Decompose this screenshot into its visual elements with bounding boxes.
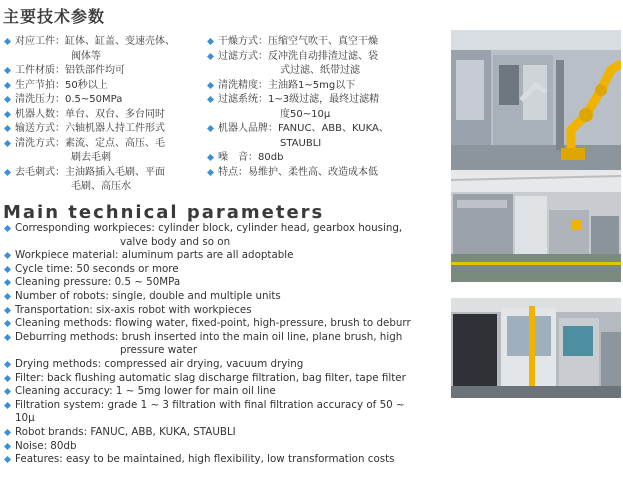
diamond-bullet-icon <box>4 402 11 409</box>
cn-param-item <box>3 79 203 94</box>
diamond-bullet-icon <box>207 125 214 132</box>
factory-line-photo <box>451 170 621 282</box>
en-param-item <box>3 440 423 454</box>
diamond-bullet-icon <box>4 67 11 74</box>
diamond-bullet-icon <box>4 38 11 45</box>
diamond-bullet-icon <box>4 320 11 327</box>
cn-param-item <box>206 35 416 50</box>
en-param-item-continuation: pressure water <box>120 344 198 357</box>
en-param-item <box>3 331 423 358</box>
cn-param-item-text: 对应工件：缸体、缸盖、变速壳体、 <box>15 36 175 47</box>
diamond-bullet-icon <box>207 169 214 176</box>
en-param-item-text: Filtration system: grade 1 ~ 3 filtration with final filtration accuracy of 50 ~ 10μ <box>15 398 405 425</box>
cn-param-item-text: 机器人品牌：FANUC、ABB、KUKA、 <box>218 123 389 134</box>
diamond-bullet-icon <box>4 140 11 147</box>
diamond-bullet-icon <box>4 225 11 232</box>
diamond-bullet-icon <box>4 429 11 436</box>
en-param-item-continuation: valve body and so on <box>120 235 231 248</box>
diamond-bullet-icon <box>4 266 11 273</box>
cn-param-item <box>3 137 203 166</box>
chinese-params-right <box>206 35 416 180</box>
en-param-item <box>3 276 423 290</box>
en-param-item-text: Deburring methods: brush inserted into the main oil line, plane brush, high <box>15 330 403 343</box>
diamond-bullet-icon <box>4 293 11 300</box>
en-param-item-text: Cleaning methods: flowing water, fixed-point, high-pressure, brush to deburr <box>15 317 411 330</box>
cn-param-item-text: 输送方式：六轴机器人持工件形式 <box>15 123 165 134</box>
diamond-bullet-icon <box>4 388 11 395</box>
chinese-params-left <box>3 35 203 195</box>
english-params-list <box>3 222 423 467</box>
en-param-item <box>3 426 423 440</box>
cn-param-item-continuation: STAUBLI <box>280 137 322 149</box>
en-param-item-text: Transportation: six-axis robot with workpieces <box>15 303 252 316</box>
en-param-item-text: Filter: back flushing automatic slag discharge filtration, bag filter, tape filter <box>15 371 406 384</box>
chinese-section-title: 主要技术参数 <box>3 7 106 26</box>
cn-param-item-continuation: 式过滤、纸带过滤 <box>280 65 360 76</box>
en-param-item-text: Cycle time: 50 seconds or more <box>15 262 179 275</box>
en-param-item <box>3 290 423 304</box>
cn-param-item-continuation: 度50~10μ <box>280 108 331 120</box>
cn-param-item <box>206 151 416 166</box>
diamond-bullet-icon <box>4 334 11 341</box>
en-param-item <box>3 385 423 399</box>
cn-param-item-continuation: 毛刷、高压水 <box>71 181 131 192</box>
cn-param-item <box>206 50 416 79</box>
cn-param-item-text: 噪 音：80db <box>218 152 284 163</box>
en-param-item-text: Number of robots: single, double and multiple units <box>15 289 281 302</box>
en-param-item <box>3 358 423 372</box>
en-param-item <box>3 304 423 318</box>
cn-param-item <box>3 35 203 64</box>
cn-param-item-continuation: 阀体等 <box>71 50 101 62</box>
en-param-item <box>3 249 423 263</box>
diamond-bullet-icon <box>4 443 11 450</box>
en-param-item <box>3 453 423 467</box>
cn-param-item-continuation: 刷去毛刺 <box>71 152 111 163</box>
en-param-item-text: Cleaning pressure: 0.5 ~ 50MPa <box>15 276 181 289</box>
diamond-bullet-icon <box>207 53 214 60</box>
en-param-item <box>3 222 423 249</box>
cn-param-item <box>3 93 203 108</box>
diamond-bullet-icon <box>4 111 11 118</box>
enclosure-photo <box>451 298 621 398</box>
en-param-item-text: Workpiece material: aluminum parts are all adoptable <box>15 249 294 262</box>
en-param-item <box>3 399 423 426</box>
cn-param-item <box>3 166 203 195</box>
diamond-bullet-icon <box>207 82 214 89</box>
cn-param-item-text: 过滤系统：1~3级过滤，最终过滤精 <box>218 94 380 105</box>
cn-param-item-text: 工件材质：铝铁部件均可 <box>15 65 125 76</box>
en-param-item-text: Features: easy to be maintained, high flexibility, low transformation costs <box>15 453 395 466</box>
cn-param-item-text: 特点：易维护、柔性高、改造成本低 <box>218 166 378 178</box>
diamond-bullet-icon <box>4 252 11 259</box>
diamond-bullet-icon <box>207 154 214 161</box>
en-param-item <box>3 372 423 386</box>
cn-param-item-text: 清洗精度：主油路1~5mg以下 <box>218 79 356 91</box>
cn-param-item-text: 过滤方式：反冲洗自动排渣过滤、袋 <box>218 50 378 62</box>
diamond-bullet-icon <box>4 361 11 368</box>
cn-param-item <box>3 122 203 137</box>
en-param-item-text: Corresponding workpieces: cylinder block, cylinder head, gearbox housing, <box>15 222 403 234</box>
diamond-bullet-icon <box>4 375 11 382</box>
en-param-item-text: Robot brands: FANUC, ABB, KUKA, STAUBLI <box>15 425 236 438</box>
english-section-title: Main technical parameters <box>3 202 325 223</box>
diamond-bullet-icon <box>207 96 214 103</box>
cn-param-item-text: 清洗压力：0.5~50MPa <box>15 94 123 105</box>
cn-param-item <box>206 79 416 94</box>
cn-param-item <box>3 108 203 123</box>
cn-param-item <box>206 93 416 122</box>
en-param-item <box>3 317 423 331</box>
en-param-item <box>3 263 423 277</box>
diamond-bullet-icon <box>4 96 11 103</box>
cn-param-item-text: 生产节拍：50秒以上 <box>15 79 108 91</box>
diamond-bullet-icon <box>4 279 11 286</box>
diamond-bullet-icon <box>4 456 11 463</box>
cn-param-item <box>3 64 203 79</box>
cn-param-item-text: 机器人数：单台、双台、多台同时 <box>15 108 165 120</box>
diamond-bullet-icon <box>4 125 11 132</box>
diamond-bullet-icon <box>4 169 11 176</box>
robot-cell-photo <box>451 30 621 173</box>
cn-param-item <box>206 166 416 181</box>
cn-param-item <box>206 122 416 151</box>
cn-param-item-text: 清洗方式：素流、定点、高压、毛 <box>15 137 165 149</box>
en-param-item-text: Cleaning accuracy: 1 ~ 5mg lower for main oil line <box>15 385 276 398</box>
diamond-bullet-icon <box>4 307 11 314</box>
en-param-item-text: Drying methods: compressed air drying, vacuum drying <box>15 357 304 370</box>
cn-param-item-text: 干燥方式：压缩空气吹干、真空干燥 <box>218 36 378 47</box>
diamond-bullet-icon <box>207 38 214 45</box>
cn-param-item-text: 去毛刺式：主油路插入毛刷、平面 <box>15 166 165 178</box>
en-param-item-text: Noise: 80db <box>15 439 77 452</box>
diamond-bullet-icon <box>4 82 11 89</box>
